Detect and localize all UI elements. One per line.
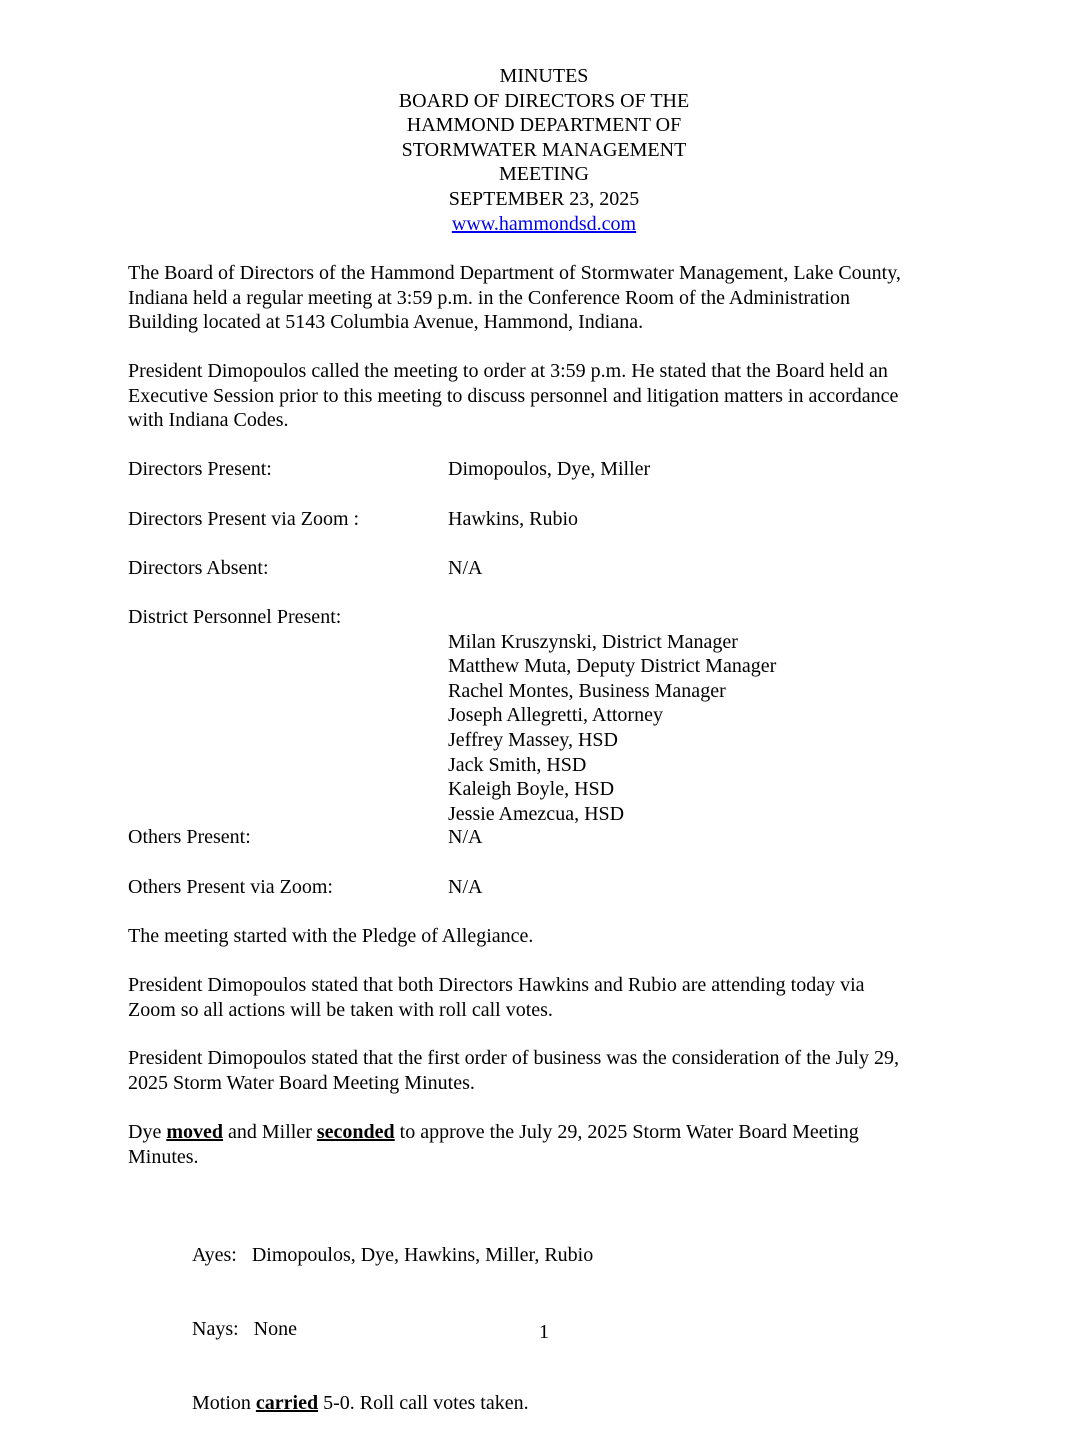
text-line: Minutes. xyxy=(128,1145,199,1168)
text-line: Building located at 5143 Columbia Avenue, Hammond, Indiana. xyxy=(128,311,644,334)
motion-paragraph xyxy=(128,1120,968,1169)
zoom-note-paragraph xyxy=(128,973,968,1022)
website-link[interactable]: www.hammondsd.com xyxy=(451,212,637,235)
attendance-directors-absent xyxy=(128,556,968,581)
personnel-item: Jeffrey Massey, HSD xyxy=(448,728,618,751)
attendance-directors-zoom xyxy=(128,507,968,532)
intro-paragraph xyxy=(128,261,968,335)
attendance-value: Hawkins, Rubio xyxy=(448,508,578,530)
call-to-order-paragraph xyxy=(128,359,968,433)
personnel-item: Joseph Allegretti, Attorney xyxy=(448,704,663,727)
moved-emphasis: moved xyxy=(166,1121,223,1143)
personnel-item: Jack Smith, HSD xyxy=(448,753,587,776)
header-line: MINUTES xyxy=(499,65,589,87)
text-line: 2025 Storm Water Board Meeting Minutes. xyxy=(128,1071,475,1094)
header-line: BOARD OF DIRECTORS OF THE xyxy=(398,89,690,112)
meeting-date: SEPTEMBER 23, 2025 xyxy=(448,187,640,210)
personnel-item: Kaleigh Boyle, HSD xyxy=(448,778,615,801)
nays-line: Nays: None xyxy=(192,1317,297,1340)
personnel-item: Milan Kruszynski, District Manager xyxy=(448,630,738,653)
text-line: The Board of Directors of the Hammond Department of Stormwater Management, Lake County, xyxy=(128,262,901,284)
text-line: Indiana held a regular meeting at 3:59 p.m. in the Conference Room of the Administration xyxy=(128,286,851,309)
attendance-directors-present xyxy=(128,457,968,482)
attendance-label: District Personnel Present: xyxy=(128,606,342,628)
seconded-emphasis: seconded xyxy=(316,1121,395,1143)
text-line: Zoom so all actions will be taken with roll call votes. xyxy=(128,998,553,1021)
personnel-item: Rachel Montes, Business Manager xyxy=(448,679,726,702)
personnel-list xyxy=(448,630,776,827)
personnel-item: Matthew Muta, Deputy District Manager xyxy=(448,655,777,678)
attendance-label: Others Present via Zoom: xyxy=(128,876,333,898)
ayes-line: Ayes: Dimopoulos, Dye, Hawkins, Miller, Rubio xyxy=(192,1244,594,1267)
header-line: HAMMOND DEPARTMENT OF xyxy=(406,114,682,137)
text-line: President Dimopoulos stated that the first order of business was the consideration of the July 29, xyxy=(128,1047,899,1069)
pledge-paragraph: The meeting started with the Pledge of Allegiance. xyxy=(128,925,534,947)
text-line: President Dimopoulos called the meeting to order at 3:59 p.m. He stated that the Board held an xyxy=(128,360,888,382)
vote-block xyxy=(192,1194,593,1440)
text-line: Executive Session prior to this meeting to discuss personnel and litigation matters in accordance xyxy=(128,384,899,407)
page-number: 1 xyxy=(539,1321,549,1343)
header-line: STORMWATER MANAGEMENT xyxy=(401,138,687,161)
text: Dye xyxy=(128,1121,167,1143)
header-line: MEETING xyxy=(499,163,589,186)
text: and Miller xyxy=(223,1121,317,1143)
attendance-label: Others Present: xyxy=(128,826,251,848)
attendance-value: Dimopoulos, Dye, Miller xyxy=(448,458,651,480)
text-line: President Dimopoulos stated that both Directors Hawkins and Rubio are attending today via xyxy=(128,974,865,996)
attendance-others-zoom xyxy=(128,875,968,900)
text-line: with Indiana Codes. xyxy=(128,409,289,432)
attendance-label: Directors Present: xyxy=(128,458,272,480)
text: 5-0. Roll call votes taken. xyxy=(318,1391,529,1414)
attendance-value: N/A xyxy=(448,826,483,848)
attendance-others xyxy=(128,825,968,850)
attendance-label: Directors Present via Zoom : xyxy=(128,508,360,530)
first-order-paragraph xyxy=(128,1046,968,1095)
document-header xyxy=(0,64,1088,236)
text: Motion xyxy=(192,1391,256,1414)
carried-emphasis: carried xyxy=(255,1391,319,1414)
attendance-value: N/A xyxy=(448,557,483,579)
attendance-value: N/A xyxy=(448,876,483,898)
personnel-item: Jessie Amezcua, HSD xyxy=(448,802,625,825)
attendance-personnel xyxy=(128,605,968,825)
text: to approve the July 29, 2025 Storm Water Board Meeting xyxy=(394,1121,859,1143)
attendance-label: Directors Absent: xyxy=(128,557,269,579)
